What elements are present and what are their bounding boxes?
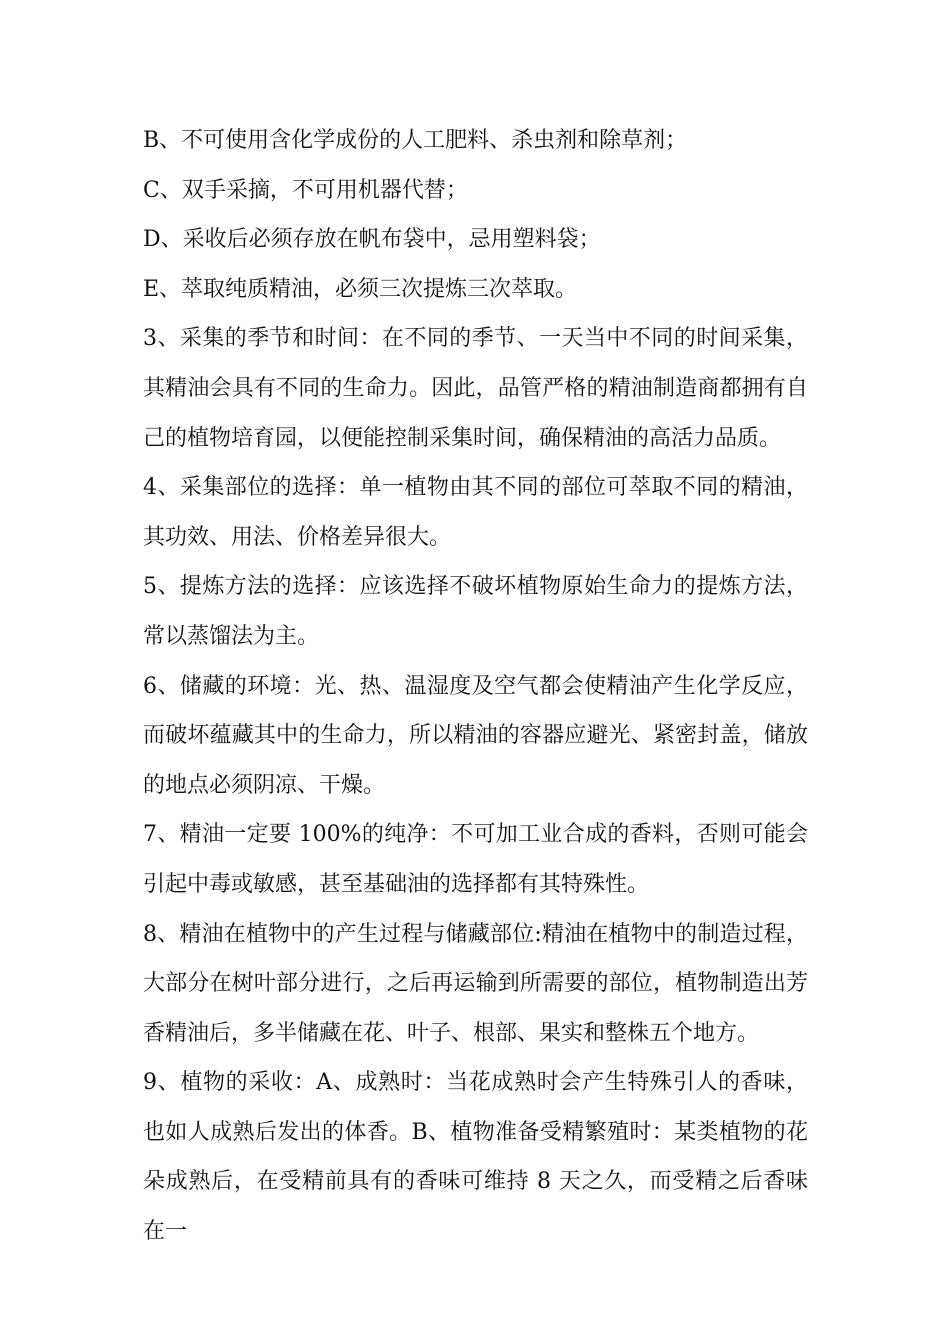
paragraph-c-hand-picking: C、双手采摘，不可用机器代替；: [143, 177, 468, 203]
paragraph-b-no-chemicals: B、不可使用含化学成份的人工肥料、杀虫剂和除草剂；: [143, 128, 688, 153]
paragraph-6-storage-environment: 6、储藏的环境：光、热、温湿度及空气都会使精油产生化学反应，而破坏蕴藏其中的生命力，所以精油的容器应避光、紧密封盖，储放的地点必须阴凉、干燥。: [143, 673, 808, 798]
document-body: [143, 116, 808, 1257]
paragraph-9-harvesting: 9、植物的采收：A、成熟时：当花成熟时会产生特殊引人的香味，也如人成熟后发出的体香。B、植物准备受精繁殖时：某类植物的花朵成熟后，在受精前具有的香味可维持 8 天之久，而受精之后香味在一: [143, 1070, 808, 1245]
paragraph-5-refining-method: 5、提炼方法的选择：应该选择不破坏植物原始生命力的提炼方法，常以蒸馏法为主。: [143, 574, 808, 649]
paragraph-7-purity: 7、精油一定要 100%的纯净：不可加工业合成的香料，否则可能会引起中毒或敏感，甚至基础油的选择都有其特殊性。: [143, 822, 808, 897]
paragraph-4-plant-part: 4、采集部位的选择：单一植物由其不同的部位可萃取不同的精油，其功效、用法、价格差异很大。: [143, 475, 808, 550]
paragraph-3-season-time: 3、采集的季节和时间：在不同的季节、一天当中不同的时间采集，其精油会具有不同的生命力。因此，品管严格的精油制造商都拥有自己的植物培育园，以便能控制采集时间，确保精油的高活力品质。: [143, 326, 808, 451]
paragraph-e-extraction: E、萃取纯质精油，必须三次提炼三次萃取。: [143, 276, 578, 302]
paragraph-8-production-process: 8、精油在植物中的产生过程与储藏部位:精油在植物中的制造过程，大部分在树叶部分进行，之后再运输到所需要的部位，植物制造出芳香精油后，多半储藏在花、叶子、根部、果实和整株五个地方。: [143, 921, 808, 1046]
paragraph-d-storage-bag: D、采收后必须存放在帆布袋中，忌用塑料袋；: [143, 227, 601, 253]
